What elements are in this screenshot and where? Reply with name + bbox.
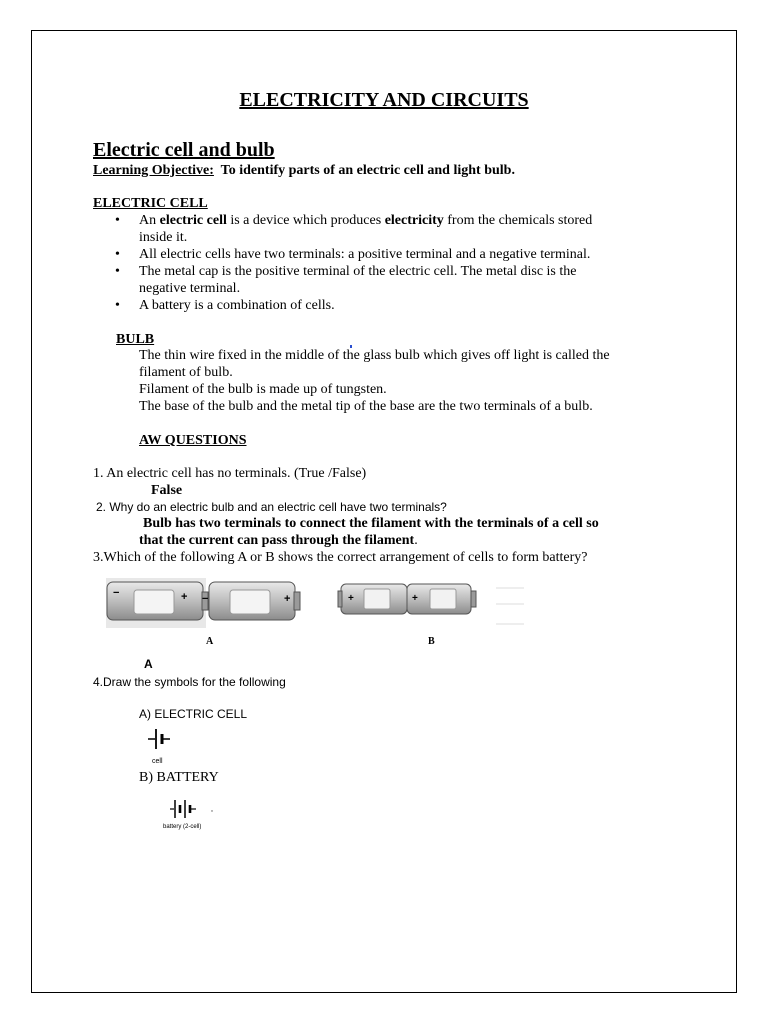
question-2: 2. Why do an electric bulb and an electric cell have two terminals? [96, 500, 447, 514]
figure-label-a: A [206, 636, 214, 647]
cell-bullet-3: The metal cap is the positive terminal of the electric cell. The metal disc is the [139, 264, 577, 279]
objective-text: To identify parts of an electric cell and light bulb. [220, 163, 515, 178]
answer-3: A [144, 657, 153, 671]
objective-label: Learning Objective: [93, 163, 214, 178]
cell-symbol-caption: cell [152, 758, 163, 765]
plus-sign: + [412, 593, 418, 604]
text: from the chemicals stored [443, 213, 593, 228]
stray-mark [350, 345, 352, 348]
figure-b-cells [338, 574, 528, 634]
battery-symbol-icon [170, 797, 214, 821]
figure-label-b: B [428, 636, 435, 647]
plus-sign: + [348, 593, 354, 604]
cell-bullet-2: All electric cells have two terminals: a positive terminal and a negative terminal. [139, 247, 591, 262]
term-electric-cell: electric cell [159, 213, 227, 228]
text: . [414, 533, 418, 548]
bulb-heading: BULB [116, 332, 155, 347]
cell-bullet-4: A battery is a combination of cells. [139, 298, 335, 313]
question-3: 3.Which of the following A or B shows the correct arrangement of cells to form battery? [93, 550, 588, 565]
text: An [139, 213, 160, 228]
bullet-icon: • [115, 247, 120, 262]
bulb-line-4: The base of the bulb and the metal tip of the base are the two terminals of a bulb. [139, 399, 593, 414]
page-title: ELECTRICITY AND CIRCUITS [239, 89, 529, 111]
question-1: 1. An electric cell has no terminals. (True /False) [93, 466, 367, 481]
plus-sign: + [181, 591, 188, 603]
answer-1: False [151, 483, 183, 498]
plus-sign: + [284, 593, 291, 605]
cell-bullet-3-line-2: negative terminal. [139, 281, 241, 296]
question-4: 4.Draw the symbols for the following [93, 675, 286, 689]
cell-symbol-icon [148, 727, 174, 751]
section-heading: Electric cell and bulb [93, 139, 275, 161]
minus-sign: − [202, 593, 209, 605]
bullet-icon: • [115, 264, 120, 279]
cell-bullet-1-line-2: inside it. [139, 230, 188, 245]
figure-a-cells [106, 574, 326, 634]
text: that the current can pass through the filament [139, 533, 415, 548]
bullet-icon: • [115, 213, 120, 228]
bullet-icon: • [115, 298, 120, 313]
bulb-line-1: The thin wire fixed in the middle of the glass bulb which gives off light is called the [139, 348, 610, 363]
minus-sign: − [113, 587, 120, 599]
learning-objective [93, 163, 515, 179]
text: is a device which produces [226, 213, 385, 228]
electric-cell-heading: ELECTRIC CELL [93, 196, 208, 211]
cell-bullet-1 [139, 213, 592, 229]
bulb-line-2: filament of bulb. [139, 365, 233, 380]
questions-heading: AW QUESTIONS [139, 433, 247, 448]
answer-2-line-1: Bulb has two terminals to connect the filament with the terminals of a cell so [143, 516, 599, 531]
bulb-line-3: Filament of the bulb is made up of tungsten. [139, 382, 387, 397]
question-4a: A) ELECTRIC CELL [139, 707, 248, 721]
question-4b: B) BATTERY [139, 770, 219, 785]
term-electricity: electricity [384, 213, 444, 228]
battery-symbol-caption: battery (2-cell) [163, 824, 202, 830]
answer-2-line-2 [139, 533, 418, 549]
